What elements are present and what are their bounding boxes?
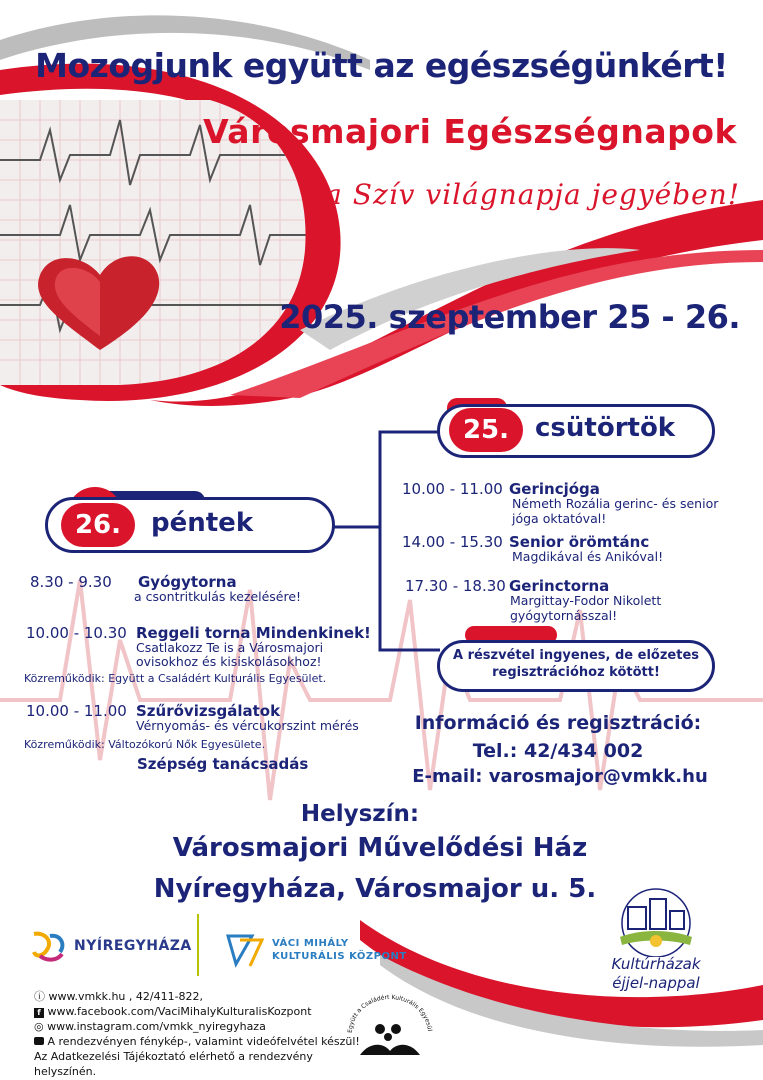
item-desc: jóga oktatóval! <box>512 511 607 526</box>
friday-extra: Szépség tanácsadás <box>137 755 309 773</box>
item-title: Gyógytorna <box>138 573 237 591</box>
footer-photo-row <box>34 1034 364 1049</box>
registration-heading: Információ és regisztráció: <box>414 712 702 734</box>
friday-name: péntek <box>151 508 254 538</box>
registration-email: E-mail: varosmajor@vmkk.hu <box>412 766 708 787</box>
thursday-number: 25. <box>449 408 523 452</box>
association-arc-text: Együtt a Családért Kulturális Egyesül <box>346 993 433 1034</box>
kulturhazak-logo <box>596 885 716 997</box>
footer-instagram[interactable]: www.instagram.com/vmkk_nyiregyhaza <box>47 1020 266 1033</box>
item-time: 17.30 - 18.30 <box>405 577 506 595</box>
footer-privacy-note: Az Adatkezelési Tájékoztató elérhető a rendezvény helyszínén. <box>34 1050 313 1078</box>
footer-instagram-row <box>34 1019 364 1034</box>
item-desc: Margittay-Fodor Nikolett <box>510 593 662 608</box>
footer-facebook[interactable]: www.facebook.com/VaciMihalyKulturalisKozpont <box>47 1005 312 1018</box>
item-title: Senior örömtánc <box>509 533 650 551</box>
item-desc: a csontritkulás kezelésére! <box>134 589 302 604</box>
item-coop: Közreműködik: Változókorú Nők Egyesülete. <box>24 738 266 751</box>
item-desc: gyógytornásszal! <box>510 608 618 623</box>
vmkk-logo <box>222 930 412 970</box>
friday-header <box>45 497 335 555</box>
main-title: Mozogjunk együtt az egészségünkért! <box>35 46 728 85</box>
culture-logo-line2: éjjel-nappal <box>612 974 700 992</box>
event-name: Városmajori Egészségnapok <box>203 112 737 151</box>
footer-privacy-row <box>34 1049 364 1079</box>
city-logo-text: NYÍREGYHÁZA <box>74 938 192 954</box>
camera-icon <box>34 1037 44 1045</box>
item-coop: Közreműködik: Együtt a Családért Kulturális Egyesület. <box>24 672 327 685</box>
item-title: Gerincjóga <box>509 480 600 498</box>
venue-label: Helyszín: <box>300 801 420 827</box>
item-time: 8.30 - 9.30 <box>30 573 112 591</box>
nyiregyhaza-logo <box>30 930 190 964</box>
item-desc: ovisokhoz és kisiskolásokhoz! <box>136 654 322 669</box>
item-desc: Magdikával és Anikóval! <box>512 549 664 564</box>
footer-web[interactable]: www.vmkk.hu , 42/411-822, <box>48 990 204 1003</box>
houses-icon <box>610 885 702 957</box>
vmkk-logo-line1: VÁCI MIHÁLY <box>272 938 349 949</box>
vmkk-logo-icon <box>222 930 266 970</box>
info-icon: ⓘ <box>34 990 49 1003</box>
venue-address: Nyíregyháza, Városmajor u. 5. <box>153 874 597 904</box>
item-title: Szűrővizsgálatok <box>136 702 281 720</box>
thursday-header <box>437 404 715 458</box>
item-time: 10.00 - 11.00 <box>402 480 503 498</box>
item-desc: Németh Rozália gerinc- és senior <box>512 496 719 511</box>
item-time: 10.00 - 10.30 <box>26 624 127 642</box>
thursday-name: csütörtök <box>535 413 676 443</box>
item-desc: Csatlakozz Te is a Városmajori <box>136 640 324 655</box>
item-desc: Vérnyomás- és vércukorszint mérés <box>136 718 359 733</box>
culture-logo-line1: Kultúrházak <box>611 955 701 973</box>
event-subtitle: a Szív világnapja jegyében! <box>325 178 740 211</box>
item-time: 14.00 - 15.30 <box>402 533 503 551</box>
notice-line-1: A részvétel ingyenes, de előzetes <box>452 648 699 663</box>
footer-web-row <box>34 989 364 1004</box>
event-date: 2025. szeptember 25 - 26. <box>279 298 740 336</box>
friday-number: 26. <box>61 503 135 547</box>
footer-facebook-row <box>34 1004 364 1019</box>
item-title: Reggeli torna Mindenkinek! <box>136 624 371 642</box>
footer-photo-note: A rendezvényen fénykép-, valamint videófelvétel készül! <box>47 1035 360 1048</box>
notice-line-2: regisztrációhoz kötött! <box>492 665 660 680</box>
vmkk-logo-line2: KULTURÁLIS KÖZPONT <box>272 951 407 962</box>
item-time: 10.00 - 11.00 <box>26 702 127 720</box>
facebook-icon: f <box>34 1008 44 1018</box>
city-logo-icon <box>30 930 70 964</box>
item-title: Gerinctorna <box>509 577 610 595</box>
logo-divider <box>197 914 199 976</box>
venue-name: Városmajori Művelődési Ház <box>172 833 588 863</box>
instagram-icon: ◎ <box>34 1020 48 1033</box>
footer-contacts <box>34 989 364 1079</box>
registration-phone: Tel.: 42/434 002 <box>472 740 644 762</box>
registration-notice <box>437 630 715 692</box>
